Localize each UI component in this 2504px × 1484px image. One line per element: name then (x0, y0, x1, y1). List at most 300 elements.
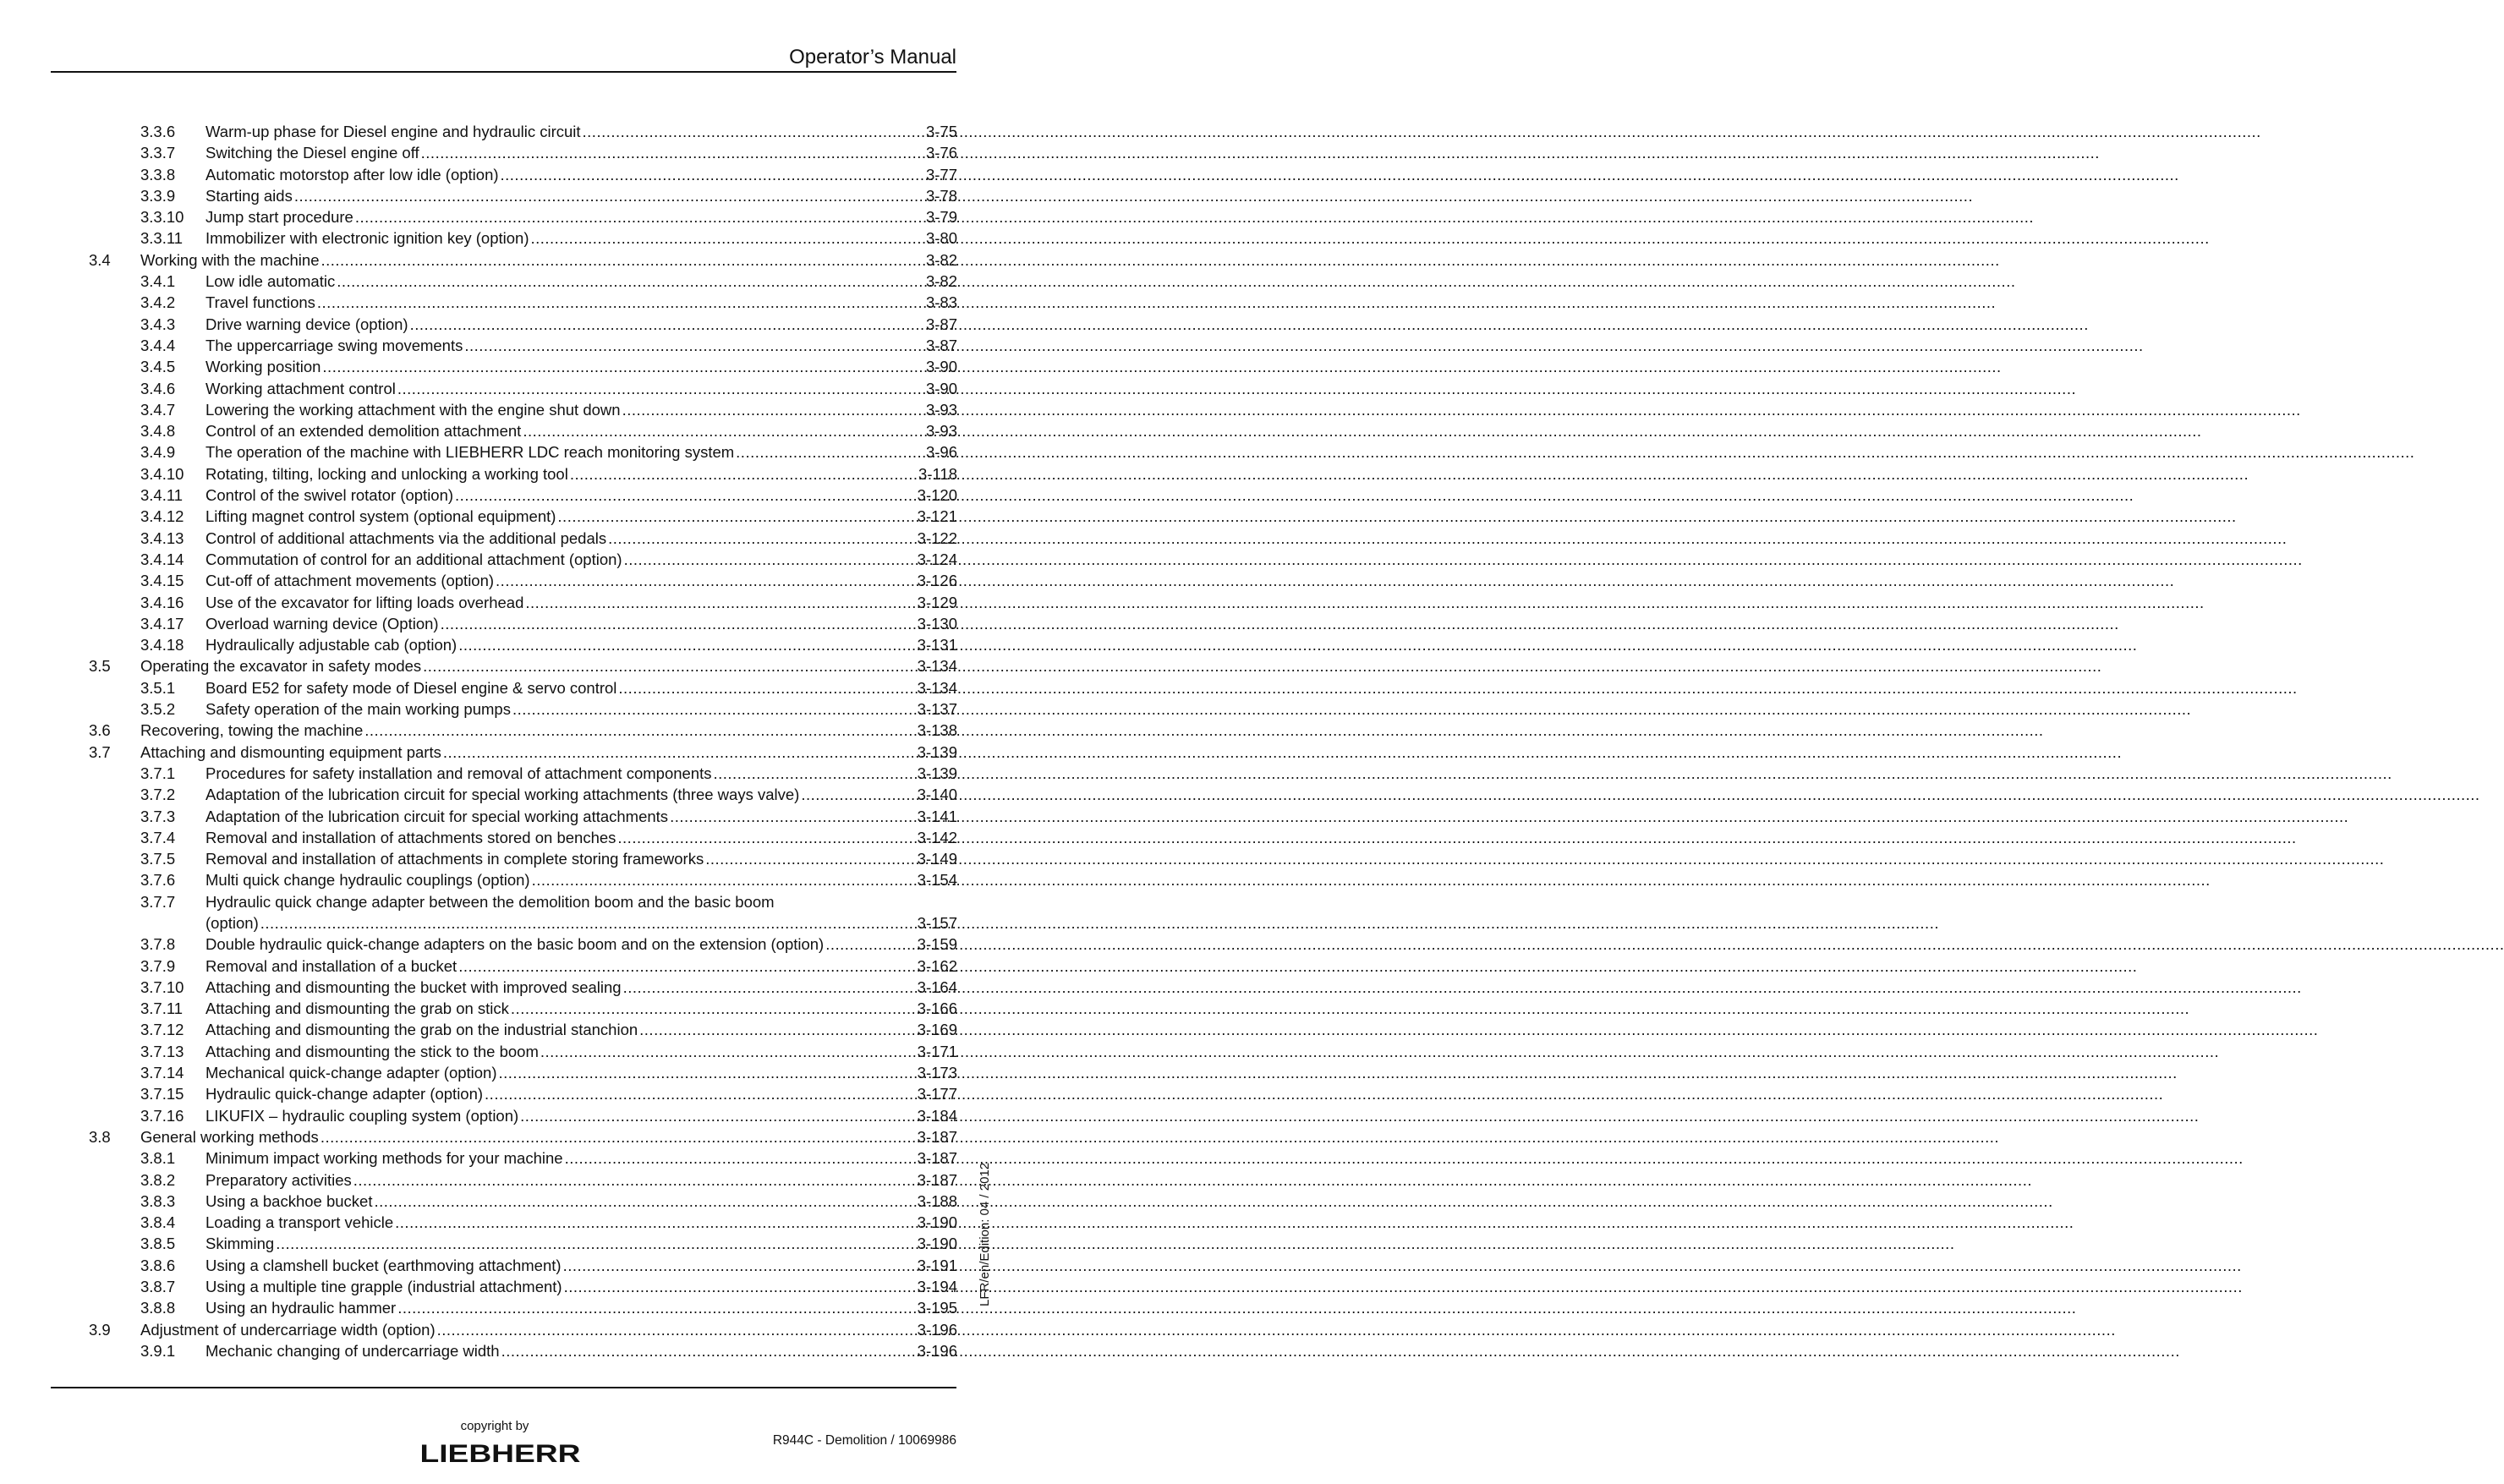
toc-dot-leader (618, 677, 915, 698)
toc-entry-line (205, 1105, 957, 1126)
toc-dot-leader (364, 720, 915, 741)
toc-entry-page: 3-96 (925, 443, 957, 462)
toc-entry-line (205, 869, 957, 890)
toc-entry-number: 3.4.8 (140, 422, 176, 441)
toc-entry-number: 3.4.16 (140, 593, 184, 611)
toc-entry-line (205, 592, 957, 613)
toc-entry[interactable] (89, 1276, 957, 1297)
toc-entry-page: 3-171 (917, 1042, 957, 1060)
toc-entry-page: 3-195 (917, 1299, 957, 1317)
footer-rule (51, 1387, 956, 1388)
toc-entry-line (205, 1147, 957, 1169)
toc-entry-page: 3-83 (925, 293, 957, 312)
toc-entry-number: 3.4.6 (140, 379, 176, 397)
toc-entry-title: Control of an extended demolition attachment (205, 422, 522, 441)
toc-entry-line (205, 271, 957, 292)
toc-entry-page: 3-118 (918, 464, 957, 483)
toc-entry-title: Hydraulic quick change adapter between the demolition boom and the basic boom (205, 892, 775, 911)
toc-dot-leader (825, 934, 915, 955)
toc-dot-leader (496, 570, 916, 591)
toc-dot-leader (714, 763, 916, 784)
toc-entry-number: 3.4.4 (140, 336, 176, 354)
toc-dot-leader (395, 1212, 916, 1233)
toc-entry-page: 3-191 (917, 1256, 957, 1274)
toc-entry-page: 3-87 (925, 336, 957, 354)
toc-dot-leader (464, 335, 924, 356)
toc-entry[interactable] (89, 506, 957, 527)
toc-entry-number: 3.8.5 (140, 1235, 176, 1253)
toc-entry[interactable] (89, 827, 957, 848)
toc-entry-title: Low idle automatic (205, 272, 336, 291)
toc-entry-number: 3.4.11 (140, 486, 184, 505)
toc-entry-title: Double hydraulic quick-change adapters on the basic boom and on the extension (option) (205, 935, 825, 954)
toc-entry-title: Using a multiple tine grapple (industrial attachment) (205, 1278, 562, 1296)
toc-dot-leader (801, 784, 915, 805)
toc-entry-number: 3.7.7 (140, 892, 176, 911)
toc-entry-line (205, 677, 957, 698)
toc-entry-line (205, 1297, 957, 1318)
toc-dot-leader (458, 956, 915, 977)
toc-entry-page: 3-77 (925, 165, 957, 183)
toc-dot-leader (608, 528, 916, 549)
toc-entry-number: 3.7.3 (140, 807, 176, 825)
toc-entry[interactable] (89, 227, 957, 249)
toc-entry-page: 3-194 (917, 1278, 957, 1296)
toc-entry-page: 3-90 (925, 358, 957, 376)
toc-dot-leader (525, 592, 915, 613)
toc-entry-page: 3-82 (925, 250, 957, 269)
toc-entry[interactable] (89, 1212, 957, 1233)
toc-entry-number: 3.7.10 (140, 977, 184, 996)
toc-entry-title: Preparatory activities (205, 1170, 352, 1189)
toc-entry[interactable] (89, 869, 957, 890)
toc-entry-page: 3-141 (917, 807, 957, 825)
toc-entry-title: Travel functions (205, 293, 315, 312)
toc-entry-title: Adaptation of the lubrication circuit for special working attachments (three ways valve) (205, 786, 800, 804)
toc-entry-title-continued: (option) (205, 913, 259, 932)
page-header-title: Operator’s Manual (789, 46, 956, 68)
toc-dot-leader (532, 869, 916, 890)
toc-entry-page: 3-142 (917, 828, 957, 846)
toc-entry-title: Using a clamshell bucket (earthmoving attachment) (205, 1256, 562, 1274)
toc-entry-page: 3-78 (925, 186, 957, 205)
toc-entry-page: 3-75 (925, 123, 957, 140)
toc-entry-page: 3-79 (925, 208, 957, 227)
toc-entry[interactable] (89, 934, 957, 955)
toc-entry-number: 3.3.10 (140, 208, 184, 227)
toc-dot-leader (557, 506, 915, 527)
liebherr-logo (418, 1440, 583, 1468)
toc-entry[interactable] (89, 592, 957, 613)
toc-entry-number: 3.8.6 (140, 1256, 176, 1274)
toc-entry-title: Hydraulically adjustable cab (option) (205, 636, 458, 654)
toc-entry[interactable] (89, 1126, 957, 1147)
toc-entry-number: 3.8.7 (140, 1278, 176, 1296)
toc-entry-page: 3-187 (917, 1170, 957, 1189)
toc-entry-line (205, 784, 957, 805)
toc-dot-leader (410, 314, 924, 335)
toc-entry-page: 3-137 (917, 700, 957, 719)
toc-entry-number: 3.7.11 (140, 999, 184, 1018)
toc-entry[interactable] (89, 1297, 957, 1318)
toc-dot-leader (499, 1062, 916, 1083)
toc-entry[interactable] (89, 1255, 957, 1276)
toc-entry-page: 3-149 (917, 850, 957, 868)
toc-entry[interactable] (89, 613, 957, 634)
toc-entry-number: 3.4.13 (140, 528, 184, 547)
toc-dot-leader (670, 806, 916, 827)
toc-entry-number: 3.7.15 (140, 1085, 184, 1103)
toc-entry[interactable] (89, 1319, 957, 1340)
toc-entry-line (205, 1233, 957, 1254)
toc-entry-title: Board E52 for safety mode of Diesel engine & servo control (205, 678, 617, 697)
toc-dot-leader (458, 634, 915, 655)
toc-entry-number: 3.4.7 (140, 400, 176, 419)
toc-entry-number: 3.8.8 (140, 1299, 176, 1317)
toc-dot-leader (260, 912, 916, 934)
toc-entry-number: 3.4.1 (140, 272, 176, 291)
toc-entry-title: Commutation of control for an additional attachment (option) (205, 550, 622, 568)
toc-entry[interactable] (89, 292, 957, 313)
toc-entry-number: 3.4.10 (140, 464, 184, 483)
toc-entry-page: 3-134 (917, 678, 957, 697)
toc-entry[interactable] (89, 1191, 957, 1212)
toc-dot-leader (705, 848, 915, 869)
table-of-contents (89, 121, 957, 1361)
toc-entry-title: Adaptation of the lubrication circuit for special working attachments (205, 807, 669, 825)
toc-entry-title: Procedures for safety installation and removal of attachment components (205, 764, 712, 782)
toc-entry-page: 3-121 (917, 507, 957, 526)
toc-entry-number: 3.9 (89, 1320, 111, 1339)
toc-entry-line (205, 912, 957, 934)
toc-entry-number: 3.3.11 (140, 229, 184, 248)
toc-entry-title: Attaching and dismounting the stick to the boom (205, 1042, 539, 1060)
toc-entry-line (205, 827, 957, 848)
toc-entry-title: Multi quick change hydraulic couplings (option) (205, 871, 530, 890)
toc-entry-title: Use of the excavator for lifting loads overhead (205, 593, 524, 611)
toc-entry-line (205, 506, 957, 527)
toc-dot-leader (485, 1083, 916, 1104)
toc-entry-title: Minimum impact working methods for your machine (205, 1149, 563, 1168)
toc-entry-number: 3.4.3 (140, 315, 176, 333)
toc-entry[interactable] (89, 142, 957, 163)
toc-dot-leader (639, 1019, 916, 1040)
toc-entry-line (140, 1319, 957, 1340)
toc-entry[interactable] (89, 1340, 957, 1361)
toc-entry-line (205, 292, 957, 313)
toc-entry-number: 3.7.8 (140, 935, 176, 954)
toc-entry[interactable] (89, 1169, 957, 1191)
toc-entry-number: 3.8.4 (140, 1213, 176, 1232)
toc-entry[interactable] (89, 891, 957, 934)
toc-entry-title: Hydraulic quick-change adapter (option) (205, 1085, 484, 1103)
toc-dot-leader (520, 1105, 916, 1126)
toc-entry-title: Skimming (205, 1235, 275, 1253)
toc-dot-leader (397, 1297, 915, 1318)
toc-entry-number: 3.6 (89, 721, 111, 740)
toc-entry-number: 3.4.5 (140, 358, 176, 376)
toc-entry-line (205, 1340, 957, 1361)
toc-entry-line (205, 1276, 957, 1297)
toc-entry-line (205, 485, 957, 506)
toc-entry[interactable] (89, 1062, 957, 1083)
toc-entry-title: The uppercarriage swing movements (205, 336, 463, 354)
toc-entry[interactable] (89, 977, 957, 998)
toc-entry[interactable] (89, 677, 957, 698)
toc-entry-line (205, 934, 957, 955)
toc-entry-title: Operating the excavator in safety modes (140, 657, 422, 676)
toc-entry-number: 3.4.9 (140, 443, 176, 462)
toc-entry-title: Loading a transport vehicle (205, 1213, 394, 1232)
toc-entry-title: Working with the machine (140, 250, 320, 269)
toc-entry-title: Attaching and dismounting the bucket with improved sealing (205, 977, 622, 996)
toc-entry-page: 3-129 (917, 593, 957, 611)
toc-entry-number: 3.5.2 (140, 700, 176, 719)
toc-entry-page: 3-188 (917, 1191, 957, 1210)
toc-dot-leader (321, 1126, 916, 1147)
toc-entry-title: Jump start procedure (205, 208, 353, 227)
toc-entry[interactable] (89, 1019, 957, 1040)
toc-entry-number: 3.7.2 (140, 786, 176, 804)
toc-entry-page: 3-166 (917, 999, 957, 1018)
toc-entry-line (205, 1019, 957, 1040)
toc-entry-line (205, 977, 957, 998)
toc-dot-leader (617, 827, 915, 848)
toc-entry-page: 3-162 (917, 956, 957, 975)
toc-entry-number: 3.8.1 (140, 1149, 176, 1168)
toc-dot-leader (530, 227, 923, 249)
copyright-label: copyright by (460, 1419, 529, 1433)
toc-entry-line (205, 335, 957, 356)
toc-entry-page: 3-173 (917, 1064, 957, 1082)
toc-entry-page: 3-169 (917, 1021, 957, 1039)
toc-entry-title: Attaching and dismounting equipment parts (140, 742, 441, 761)
toc-entry-line (205, 956, 957, 977)
toc-entry-title: Removal and installation of attachments stored on benches (205, 828, 616, 846)
toc-dot-leader (355, 206, 924, 227)
toc-entry[interactable] (89, 441, 957, 463)
toc-dot-leader (501, 1340, 916, 1361)
toc-entry-page: 3-154 (917, 871, 957, 890)
toc-entry-line (140, 742, 957, 763)
toc-entry-title: The operation of the machine with LIEBHERR LDC reach monitoring system (205, 443, 735, 462)
toc-entry-title: Lifting magnet control system (optional equipment) (205, 507, 556, 526)
toc-entry-number: 3.4.18 (140, 636, 184, 654)
toc-entry[interactable] (89, 1233, 957, 1254)
toc-dot-leader (523, 420, 924, 441)
toc-entry-line (205, 570, 957, 591)
toc-entry[interactable] (89, 1041, 957, 1062)
toc-entry-page: 3-140 (917, 786, 957, 804)
toc-entry[interactable] (89, 420, 957, 441)
toc-entry-title: Immobilizer with electronic ignition key (option) (205, 229, 529, 248)
toc-dot-leader (294, 185, 924, 206)
toc-entry[interactable] (89, 528, 957, 549)
toc-entry-title: Working position (205, 358, 321, 376)
toc-entry-page: 3-177 (917, 1085, 957, 1103)
toc-entry[interactable] (89, 784, 957, 805)
toc-entry-number: 3.7.16 (140, 1106, 184, 1125)
toc-entry-number: 3.7.6 (140, 871, 176, 890)
toc-entry-line (205, 356, 957, 377)
toc-entry-line (205, 1191, 957, 1212)
toc-entry-line (140, 1126, 957, 1147)
toc-dot-leader (421, 142, 924, 163)
toc-entry-page: 3-164 (917, 977, 957, 996)
toc-dot-leader (337, 271, 924, 292)
toc-entry[interactable] (89, 570, 957, 591)
toc-entry-title: Recovering, towing the machine (140, 721, 364, 740)
toc-entry[interactable] (89, 742, 957, 763)
toc-entry-page: 3-159 (917, 935, 957, 954)
toc-entry[interactable] (89, 463, 957, 485)
toc-entry[interactable] (89, 164, 957, 185)
toc-entry-line (205, 142, 957, 163)
toc-entry-line (140, 655, 957, 676)
toc-entry[interactable] (89, 335, 957, 356)
toc-entry[interactable] (89, 806, 957, 827)
toc-entry-line (205, 634, 957, 655)
toc-entry-number: 3.7.13 (140, 1042, 184, 1060)
toc-entry-number: 3.3.9 (140, 186, 176, 205)
toc-entry-number: 3.4.17 (140, 614, 184, 632)
toc-entry-line (205, 399, 957, 420)
toc-entry-line (205, 1062, 957, 1083)
header-rule (51, 71, 956, 73)
toc-entry-title: Control of the swivel rotator (option) (205, 486, 454, 505)
toc-entry-line (205, 698, 957, 720)
toc-entry[interactable] (89, 634, 957, 655)
toc-dot-leader (501, 164, 924, 185)
toc-entry[interactable] (89, 356, 957, 377)
toc-entry-number: 3.4.15 (140, 572, 184, 590)
toc-dot-leader (397, 378, 924, 399)
toc-entry-page: 3-126 (917, 572, 957, 590)
toc-entry-line (205, 1255, 957, 1276)
toc-entry[interactable] (89, 1105, 957, 1126)
toc-entry-page: 3-76 (925, 144, 957, 162)
toc-entry-number: 3.3.8 (140, 165, 176, 183)
toc-entry-number: 3.9.1 (140, 1341, 176, 1360)
toc-entry-line (205, 227, 957, 249)
toc-entry-line (205, 1212, 957, 1233)
toc-entry[interactable] (89, 206, 957, 227)
toc-entry-title: Cut-off of attachment movements (option) (205, 572, 495, 590)
toc-entry-title: Mechanical quick-change adapter (option) (205, 1064, 497, 1082)
toc-entry-number: 3.4.12 (140, 507, 184, 526)
toc-dot-leader (624, 549, 916, 570)
toc-entry-number: 3.8 (89, 1127, 111, 1146)
toc-entry[interactable] (89, 399, 957, 420)
toc-entry-title: Mechanic changing of undercarriage width (205, 1341, 500, 1360)
toc-entry-line (205, 1041, 957, 1062)
toc-entry-number: 3.7.12 (140, 1021, 184, 1039)
toc-entry[interactable] (89, 763, 957, 784)
toc-entry[interactable] (89, 549, 957, 570)
toc-entry-number: 3.4.14 (140, 550, 184, 568)
toc-entry[interactable] (89, 998, 957, 1019)
toc-entry[interactable] (89, 698, 957, 720)
toc-dot-leader (736, 441, 924, 463)
toc-dot-leader (443, 742, 916, 763)
edition-label: LFR/en/Edition: 04 / 2012 (978, 1162, 992, 1306)
toc-entry[interactable] (89, 1147, 957, 1169)
toc-dot-leader (540, 1041, 916, 1062)
toc-entry-number: 3.7.4 (140, 828, 176, 846)
toc-entry-line (205, 463, 957, 485)
toc-dot-leader (423, 655, 916, 676)
toc-dot-leader (570, 463, 917, 485)
toc-dot-leader (565, 1147, 916, 1169)
toc-entry-page: 3-196 (917, 1320, 957, 1339)
toc-dot-leader (623, 977, 916, 998)
toc-entry-number: 3.3.7 (140, 144, 176, 162)
toc-entry-title: Lowering the working attachment with the engine shut down (205, 400, 621, 419)
toc-dot-leader (511, 998, 916, 1019)
toc-entry-line (205, 848, 957, 869)
toc-dot-leader (317, 292, 924, 313)
toc-entry-title: Attaching and dismounting the grab on stick (205, 999, 509, 1018)
toc-entry-number: 3.7.14 (140, 1064, 184, 1082)
toc-dot-leader (322, 356, 924, 377)
toc-entry-number: 3.3.6 (140, 123, 176, 140)
toc-entry-page: 3-196 (917, 1341, 957, 1360)
toc-entry-title: LIKUFIX – hydraulic coupling system (option) (205, 1106, 519, 1125)
toc-entry-line (205, 206, 957, 227)
toc-entry-page: 3-134 (917, 657, 957, 676)
toc-entry[interactable] (89, 956, 957, 977)
toc-entry-page: 3-130 (917, 614, 957, 632)
toc-entry-page: 3-122 (917, 528, 957, 547)
toc-dot-leader (437, 1319, 916, 1340)
toc-entry-number: 3.7.1 (140, 764, 176, 782)
toc-entry[interactable] (89, 1083, 957, 1104)
toc-entry-page: 3-90 (925, 379, 957, 397)
toc-entry-line (205, 528, 957, 549)
toc-dot-leader (564, 1276, 916, 1297)
toc-entry-title: Using an hydraulic hammer (205, 1299, 397, 1317)
toc-entry-number: 3.4 (89, 250, 111, 269)
toc-entry-line (205, 549, 957, 570)
toc-entry-page: 3-93 (925, 400, 957, 419)
toc-entry-page: 3-139 (917, 742, 957, 761)
toc-entry[interactable] (89, 249, 957, 271)
toc-entry-title: Starting aids (205, 186, 293, 205)
toc-entry[interactable] (89, 185, 957, 206)
toc-entry-line (140, 720, 957, 741)
toc-entry-line (205, 998, 957, 1019)
toc-entry[interactable] (89, 271, 957, 292)
toc-entry-page: 3-139 (917, 764, 957, 782)
toc-entry-title: Warm-up phase for Diesel engine and hydraulic circuit (205, 123, 581, 140)
toc-entry-page: 3-80 (925, 229, 957, 248)
toc-entry-title: Safety operation of the main working pumps (205, 700, 511, 719)
toc-entry[interactable] (89, 848, 957, 869)
toc-entry[interactable] (89, 121, 957, 142)
toc-entry-page: 3-184 (917, 1106, 957, 1125)
toc-entry-title: Using a backhoe bucket (205, 1191, 373, 1210)
toc-entry-line (205, 613, 957, 634)
toc-entry-line (205, 1169, 957, 1191)
toc-entry[interactable] (89, 378, 957, 399)
toc-entry-title: Rotating, tilting, locking and unlocking a working tool (205, 464, 568, 483)
toc-entry[interactable] (89, 655, 957, 676)
toc-entry[interactable] (89, 314, 957, 335)
toc-entry-page: 3-190 (917, 1235, 957, 1253)
toc-entry-title: Automatic motorstop after low idle (option) (205, 165, 499, 183)
toc-entry[interactable] (89, 720, 957, 741)
toc-entry[interactable] (89, 485, 957, 506)
